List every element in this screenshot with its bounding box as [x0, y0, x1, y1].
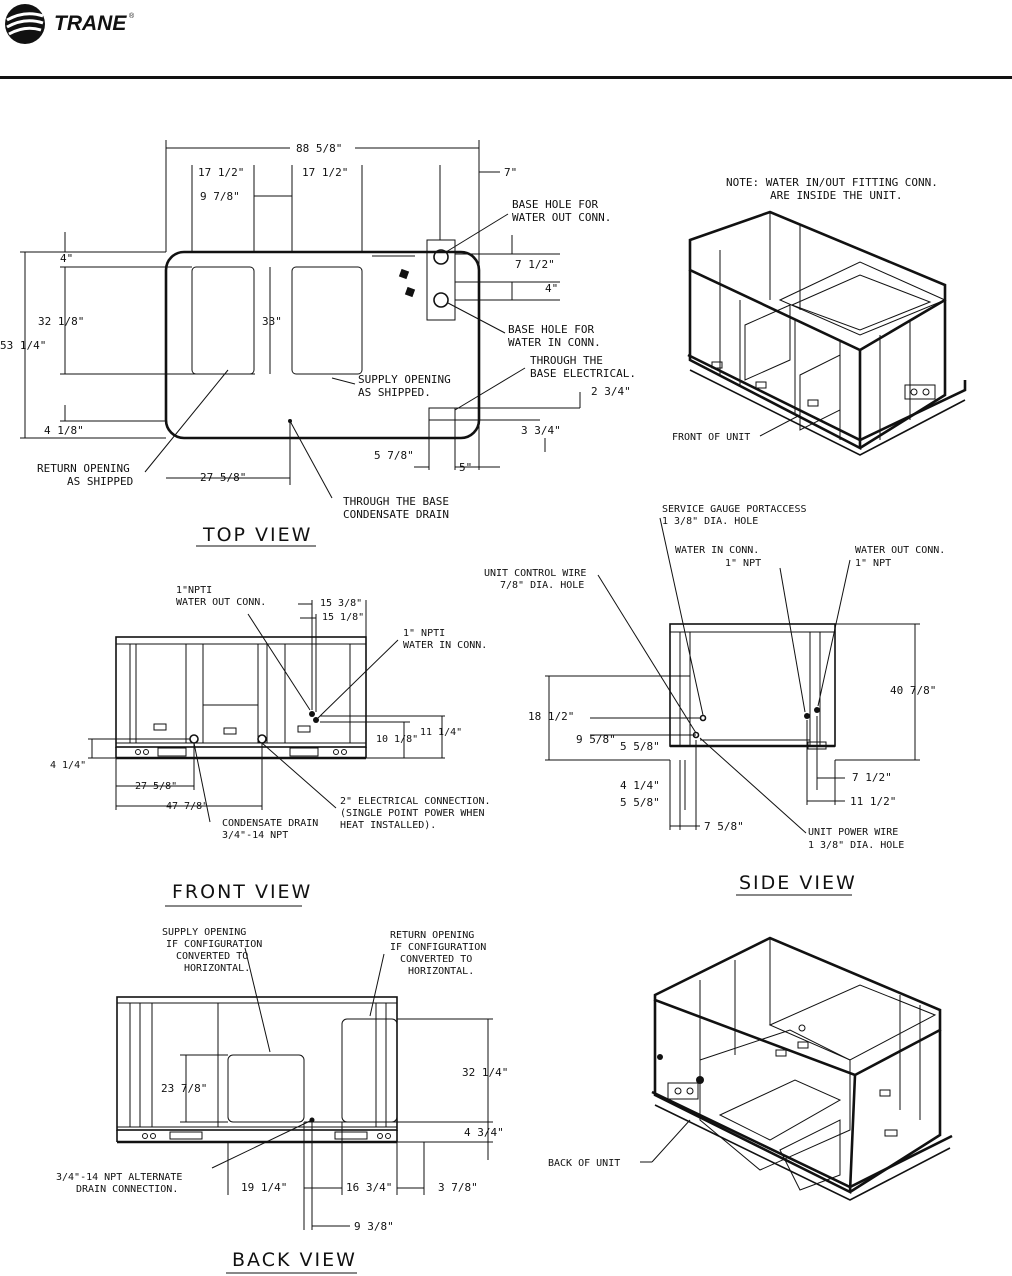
iso-front-drawing — [672, 176, 965, 455]
dim-mid-33: 33" — [262, 315, 282, 328]
front-of-unit-label: FRONT OF UNIT — [672, 432, 751, 443]
dim-front-15-38: 15 3/8" — [320, 598, 363, 609]
callout-back-return: RETURN OPENING IF CONFIGURATION CONVERTED TO HORIZONTAL. — [390, 930, 487, 977]
dim-back-32: 32 1/4" — [462, 1066, 509, 1079]
dim-bottom-5: 5 7/8" — [374, 449, 414, 462]
dim-right-5: 5" — [459, 461, 473, 474]
dim-side-5b: 5 5/8" — [620, 796, 660, 809]
dim-left-32: 32 1/8" — [38, 315, 85, 328]
dim-gap-9: 9 7/8" — [200, 190, 240, 203]
dim-front-11: 11 1/4" — [420, 727, 463, 738]
front-view-title: FRONT VIEW — [172, 881, 313, 903]
dim-back-3: 3 7/8" — [438, 1181, 478, 1194]
back-supply-opening — [228, 1055, 304, 1122]
dim-water-7: 7 1/2" — [515, 258, 555, 271]
electrical-base-hole — [429, 408, 455, 420]
back-view-outline — [117, 997, 397, 1130]
callout-water-out: BASE HOLE FOR WATER OUT CONN. — [512, 198, 612, 224]
back-of-unit-label: BACK OF UNIT — [548, 1158, 621, 1169]
callout-front-condensate: CONDENSATE DRAIN 3/4"-14 NPT — [222, 818, 319, 841]
callout-side-water-in: WATER IN CONN. 1" NPT — [675, 545, 762, 569]
side-view — [484, 504, 951, 895]
top-view-title: TOP VIEW — [203, 524, 313, 546]
callout-front-electrical: 2" ELECTRICAL CONNECTION. (SINGLE POINT POWER WHEN HEAT INSTALLED). — [340, 796, 491, 831]
dim-front-15-18: 15 1/8" — [322, 612, 365, 623]
callout-front-water-out: 1"NPTI WATER OUT CONN. — [176, 585, 267, 608]
top-view — [0, 140, 636, 546]
dim-bottom-4: 4 1/8" — [44, 424, 84, 437]
dim-side-11: 11 1/2" — [850, 795, 897, 808]
dim-front-10: 10 1/8" — [376, 734, 419, 745]
dim-right-7: 7" — [504, 166, 518, 179]
callout-back-drain: 3/4"-14 NPT ALTERNATE DRAIN CONNECTION. — [56, 1172, 183, 1195]
callout-base-electrical: THROUGH THE BASE ELECTRICAL. — [530, 354, 636, 380]
dim-water-4: 4" — [545, 282, 559, 295]
front-view — [50, 585, 497, 906]
callout-water-in: BASE HOLE FOR WATER IN CONN. — [508, 323, 601, 349]
dim-elec-2: 2 3/4" — [591, 385, 631, 398]
water-in-hole — [434, 293, 448, 307]
svg-text:TRANE: TRANE — [54, 12, 127, 35]
dim-front-27: 27 5/8" — [135, 781, 178, 792]
callout-condensate: THROUGH THE BASE CONDENSATE DRAIN — [343, 495, 449, 521]
dim-side-18: 18 1/2" — [528, 710, 575, 723]
dim-back-19: 19 1/4" — [241, 1181, 288, 1194]
dim-mid-17: 17 1/2" — [302, 166, 349, 179]
callout-side-water-out: WATER OUT CONN. 1" NPT — [855, 545, 946, 569]
dim-overall-width: 88 5/8" — [296, 142, 343, 155]
dim-left-17: 17 1/2" — [198, 166, 245, 179]
callout-side-service: SERVICE GAUGE PORTACCESS 1 3/8" DIA. HOLE — [662, 504, 807, 527]
dim-side-40: 40 7/8" — [890, 684, 937, 697]
dim-front-47: 47 7/8" — [166, 801, 209, 812]
dim-top-4: 4" — [60, 252, 74, 265]
iso-back-drawing — [548, 938, 952, 1200]
callout-return-opening: RETURN OPENING AS SHIPPED — [37, 462, 134, 488]
dim-side-9: 9 5/8" — [576, 733, 616, 746]
dim-back-16: 16 3/4" — [346, 1181, 393, 1194]
svg-text:®: ® — [129, 13, 135, 20]
dim-side-7-12: 7 1/2" — [852, 771, 892, 784]
callout-supply-opening: SUPPLY OPENING AS SHIPPED. — [358, 373, 451, 399]
dim-side-4: 4 1/4" — [620, 779, 660, 792]
iso-note: NOTE: WATER IN/OUT FITTING CONN. ARE INSIDE THE UNIT. — [726, 176, 938, 202]
dim-front-4: 4 1/4" — [50, 760, 87, 771]
dim-overall-53: 53 1/4" — [0, 339, 47, 352]
dim-bottom-27: 27 5/8" — [200, 471, 247, 484]
callout-back-supply: SUPPLY OPENING IF CONFIGURATION CONVERTED TO HORIZONTAL. — [162, 927, 263, 974]
back-view — [56, 927, 508, 1273]
side-view-title: SIDE VIEW — [739, 872, 857, 894]
dim-side-7-58: 7 5/8" — [704, 820, 744, 833]
dim-back-4: 4 3/4" — [464, 1126, 504, 1139]
dim-elec-3: 3 3/4" — [521, 424, 561, 437]
supply-opening — [292, 267, 362, 374]
top-view-outline — [166, 252, 479, 438]
callout-side-control: UNIT CONTROL WIRE 7/8" DIA. HOLE — [484, 568, 587, 591]
back-view-title: BACK VIEW — [232, 1249, 357, 1271]
dim-side-5a: 5 5/8" — [620, 740, 660, 753]
callout-side-power: UNIT POWER WIRE 1 3/8" DIA. HOLE — [808, 827, 905, 851]
dim-back-9: 9 3/8" — [354, 1220, 394, 1233]
dim-back-23: 23 7/8" — [161, 1082, 208, 1095]
return-opening — [192, 267, 254, 374]
callout-front-water-in: 1" NPTI WATER IN CONN. — [403, 628, 488, 651]
back-return-opening — [342, 1019, 397, 1122]
